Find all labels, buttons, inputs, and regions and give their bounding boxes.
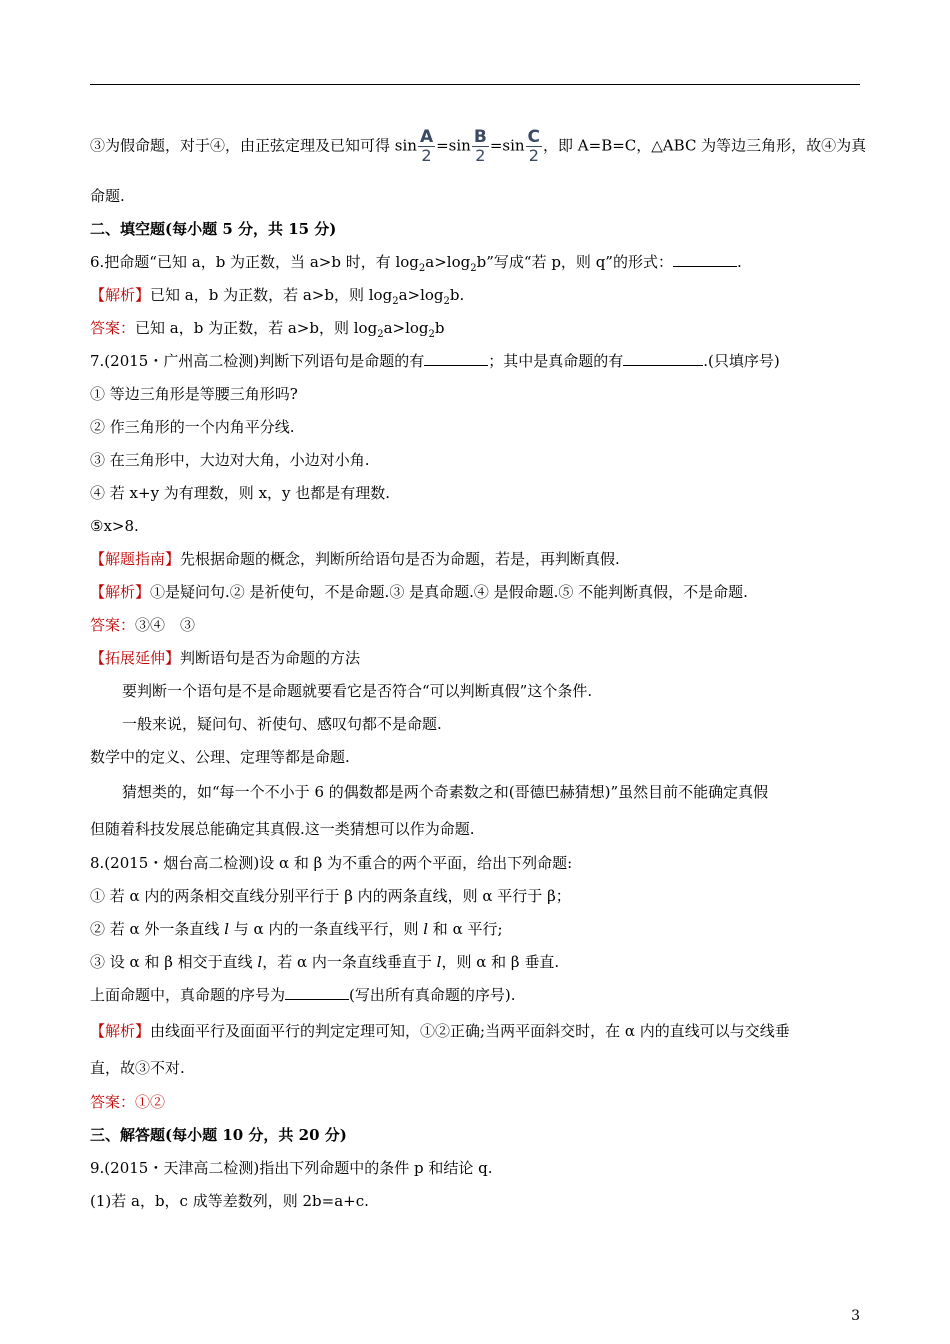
list-item: ② 若 α 外一条直线 l 与 α 内的一条直线平行，则 l 和 α 平行;: [90, 920, 503, 938]
answer-blank: [623, 351, 703, 366]
extension-text: 猜想类的，如“每一个不小于 6 的偶数都是两个奇素数之和(哥德巴赫猜想)”虽然目前不能确定真假: [122, 783, 769, 801]
question-6: 6.把命题“已知 a，b 为正数，当 a>b 时，有 $\log_2a>\log_2b$”写成“若 p，则 q”的形式： .: [90, 253, 742, 274]
list-item: ③ 设 α 和 β 相交于直线 l，若 α 内一条直线垂直于 l，则 α 和 β 垂直.: [90, 953, 560, 971]
extension-heading: 【拓展延伸】判断语句是否为命题的方法: [90, 649, 361, 667]
section-heading: 三、解答题(每小题 10 分，共 20 分): [90, 1126, 347, 1144]
list-item: ② 作三角形的一个内角平分线.: [90, 418, 295, 436]
fraction-a-over-2: $\frac{A}{2}$: [419, 127, 434, 165]
extension-tag: 【拓展延伸】: [90, 649, 181, 667]
question-8-prompt: 上面命题中，真命题的序号为 (写出所有真命题的序号).: [90, 986, 516, 1004]
analysis-tag: 【解析】: [90, 1022, 151, 1040]
section-heading: 二、填空题(每小题 5 分，共 15 分): [90, 220, 337, 238]
paragraph-line: ③为假命题，对于④，由正弦定理及已知可得 sin $\frac{A}{2}$ =sin $\frac{B}{2}$ =sin $\frac{C}{2}$ ，即 A=B=C，△ABC 为等边三角形，故④为真: [90, 127, 867, 165]
solution-guide: 【解题指南】先根据命题的概念，判断所给语句是否为命题，若是，再判断真假.: [90, 550, 620, 568]
list-item: ① 若 α 内的两条相交直线分别平行于 β 内的两条直线，则 α 平行于 β；: [90, 887, 571, 905]
header-rule: [90, 84, 860, 85]
answer-blank: [424, 351, 488, 366]
analysis-8: 【解析】由线面平行及面面平行的判定定理可知，①②正确;当两平面斜交时，在 α 内的直线可以与交线垂: [90, 1022, 790, 1040]
answer-label: 答案：: [90, 616, 136, 634]
question-9-part-1: (1)若 a，b，c 成等差数列，则 2b=a+c.: [90, 1192, 369, 1210]
list-item: ③ 在三角形中，大边对大角，小边对小角.: [90, 451, 370, 469]
analysis-6: 【解析】已知 a，b 为正数，若 a>b，则 $\log_2a>\log_2b$.: [90, 286, 465, 307]
answer-label: 答案：: [90, 319, 136, 337]
paragraph-line: 命题.: [90, 187, 125, 205]
analysis-tag: 【解析】: [90, 286, 151, 304]
extension-text: 数学中的定义、公理、定理等都是命题.: [90, 748, 350, 766]
extension-text: 但随着科技发展总能确定其真假.这一类猜想可以作为命题.: [90, 820, 475, 838]
question-7: 7.(2015・广州高二检测)判断下列语句是命题的有 ；其中是真命题的有 .(只填序号): [90, 352, 780, 370]
answer-8: 答案：①②: [90, 1093, 166, 1111]
answer-blank: [673, 252, 737, 267]
list-item: ⑤x>8.: [90, 517, 139, 535]
answer-blank: [285, 985, 349, 1000]
extension-text: 一般来说，疑问句、祈使句、感叹句都不是命题.: [122, 715, 442, 733]
extension-text: 要判断一个语句是不是命题就要看它是否符合“可以判断真假”这个条件.: [122, 682, 593, 700]
question-9: 9.(2015・天津高二检测)指出下列命题中的条件 p 和结论 q.: [90, 1159, 493, 1177]
fraction-c-over-2: $\frac{C}{2}$: [527, 127, 541, 165]
fraction-b-over-2: $\frac{B}{2}$: [473, 127, 487, 165]
analysis-7: 【解析】①是疑问句.② 是祈使句，不是命题.③ 是真命题.④ 是假命题.⑤ 不能判断真假，不是命题.: [90, 583, 748, 601]
guide-tag: 【解题指南】: [90, 550, 181, 568]
list-item: ④ 若 x+y 为有理数，则 x，y 也都是有理数.: [90, 484, 391, 502]
answer-label: 答案：: [90, 1093, 136, 1111]
analysis-tag: 【解析】: [90, 583, 151, 601]
answer-7: 答案：③④ ③: [90, 616, 196, 634]
question-8: 8.(2015・烟台高二检测)设 α 和 β 为不重合的两个平面，给出下列命题:: [90, 854, 573, 872]
analysis-8-cont: 直，故③不对.: [90, 1059, 185, 1077]
page-number: 3: [851, 1308, 860, 1324]
list-item: ① 等边三角形是等腰三角形吗?: [90, 385, 298, 403]
answer-6: 答案：已知 a，b 为正数，若 a>b，则 $\log_2a>\log_2b$: [90, 319, 445, 340]
